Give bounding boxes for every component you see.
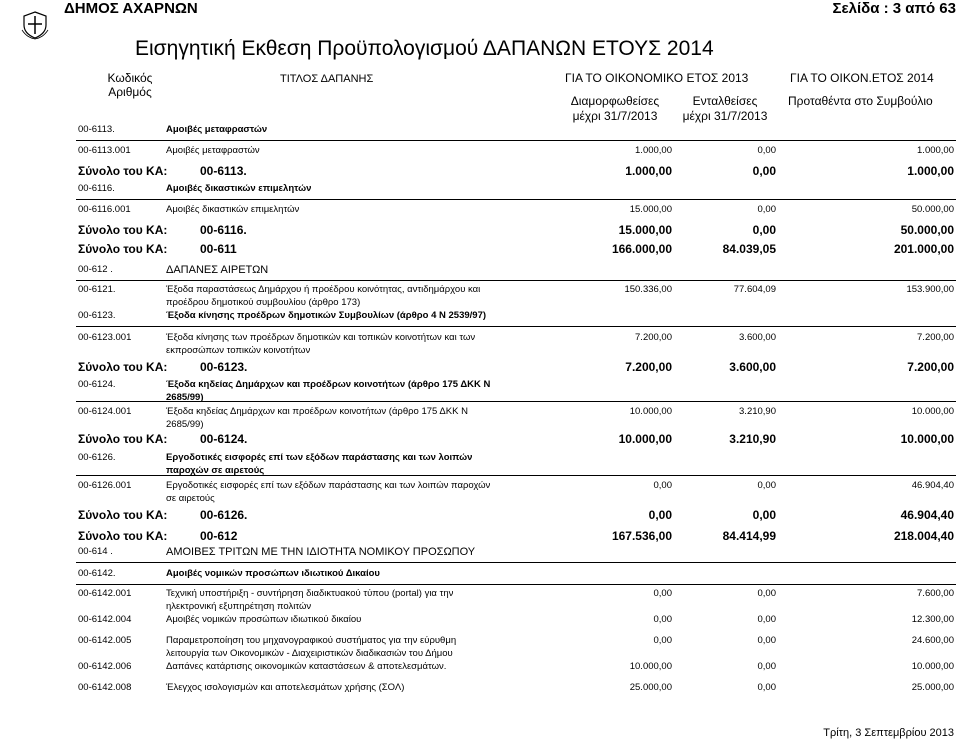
col-code-1: Κωδικός <box>107 71 153 85</box>
ordered-value: 0,00 <box>757 661 776 672</box>
ordered-value: 0,00 <box>757 682 776 693</box>
row-description-line2: 2685/99) <box>166 419 204 430</box>
amended-value: 0,00 <box>653 588 672 599</box>
col-proposed: Προταθέντα στο Συμβούλιο <box>788 94 933 108</box>
separator-line <box>76 401 956 402</box>
subtotal-code: 00-6123. <box>200 360 248 374</box>
row-code: 00-6142.008 <box>78 682 132 693</box>
ordered-value: 0,00 <box>752 223 776 237</box>
separator-line <box>76 584 956 585</box>
subtotal-code: 00-6116. <box>200 223 247 237</box>
row-code: 00-6123. <box>78 310 116 321</box>
row-code: 00-614 . <box>78 546 113 557</box>
row-description-line2: λειτουργία των Οικονομικών - Διαχειριστικών διαδικασιών του Δήμου <box>166 648 453 659</box>
row-code: 00-6126. <box>78 452 116 463</box>
subtotal-code: 00-6126. <box>200 508 248 522</box>
col-code-2: Αριθμός <box>108 85 152 99</box>
row-code: 00-6126.001 <box>78 480 132 491</box>
row-description: Έξοδα παραστάσεως Δημάρχου ή προέδρου κοινότητας, αντιδημάρχου και <box>166 284 481 295</box>
row-description: Δαπάνες κατάρτισης οικονομικών καταστάσεων & αποτελεσμάτων. <box>166 661 447 672</box>
row-code: 00-6124.001 <box>78 406 132 417</box>
row-code: 00-6113.001 <box>78 145 131 156</box>
separator-line <box>76 562 956 563</box>
proposed-value: 218.004,40 <box>893 529 954 543</box>
row-description: ΔΑΠΑΝΕΣ ΑΙΡΕΤΩΝ <box>166 264 269 276</box>
ordered-value: 3.600,00 <box>729 360 776 374</box>
amended-value: 0,00 <box>648 508 672 522</box>
subtotal-label: Σύνολο του ΚΑ: <box>78 432 168 446</box>
subtotal-label: Σύνολο του ΚΑ: <box>78 360 168 374</box>
proposed-value: 1.000,00 <box>907 164 954 178</box>
separator-line <box>76 140 956 141</box>
amended-value: 166.000,00 <box>611 242 672 256</box>
col-amended-2: μέχρι 31/7/2013 <box>572 109 658 123</box>
amended-value: 7.200,00 <box>635 332 672 343</box>
row-code: 00-6116.001 <box>78 204 131 215</box>
amended-value: 0,00 <box>653 480 672 491</box>
row-code: 00-6113. <box>78 124 115 135</box>
row-description: Αμοιβές νομικών προσώπων ιδιωτικού δικαίου <box>166 614 362 625</box>
ordered-value: 0,00 <box>752 164 776 178</box>
row-description: Αμοιβές δικαστικών επιμελητών <box>166 204 300 215</box>
proposed-value: 50.000,00 <box>911 204 954 215</box>
amended-value: 0,00 <box>653 614 672 625</box>
row-description-line2: σε αιρετούς <box>166 493 215 504</box>
row-description-line2: παροχών σε αιρετούς <box>166 465 265 476</box>
row-description: Εργοδοτικές εισφορές επί των εξόδων παράστασης και των λοιπών <box>166 452 473 463</box>
ordered-value: 0,00 <box>757 614 776 625</box>
ordered-value: 0,00 <box>752 508 776 522</box>
amended-value: 25.000,00 <box>629 682 672 693</box>
row-description: Αμοιβές μεταφραστών <box>166 145 260 156</box>
separator-line <box>76 280 956 281</box>
proposed-value: 10.000,00 <box>911 661 954 672</box>
row-description: Αμοιβές μεταφραστών <box>166 124 268 135</box>
proposed-value: 201.000,00 <box>893 242 954 256</box>
ordered-value: 77.604,09 <box>733 284 776 295</box>
row-description: Έλεγχος ισολογισμών και αποτελεσμάτων χρήσης (ΣΟΛ) <box>166 682 405 693</box>
row-code: 00-6116. <box>78 183 115 194</box>
proposed-value: 153.900,00 <box>906 284 954 295</box>
amended-value: 15.000,00 <box>629 204 672 215</box>
subtotal-code: 00-6124. <box>200 432 248 446</box>
report-title: Εισηγητική Εκθεση Προϋπολογισμού ΔΑΠΑΝΩΝ ΕΤΟΥΣ 2014 <box>135 37 714 60</box>
col-amended-1: Διαμορφωθείσες <box>570 94 660 108</box>
amended-value: 10.000,00 <box>629 661 672 672</box>
amended-value: 10.000,00 <box>618 432 672 446</box>
row-description: Έξοδα κίνησης των προέδρων δημοτικών και τοπικών κοινοτήτων και των <box>166 332 476 343</box>
col-ordered-1: Ενταλθείσες <box>692 94 758 108</box>
amended-value: 1.000,00 <box>635 145 672 156</box>
proposed-value: 10.000,00 <box>900 432 954 446</box>
proposed-value: 7.600,00 <box>917 588 954 599</box>
row-description: Έξοδα κίνησης προέδρων δημοτικών Συμβουλίων (άρθρο 4 Ν 2539/97) <box>166 310 487 321</box>
ordered-value: 0,00 <box>757 145 776 156</box>
subtotal-label: Σύνολο του ΚΑ: <box>78 529 168 543</box>
amended-value: 15.000,00 <box>618 223 672 237</box>
row-description-line2: εκπροσώπων τοπικών κοινοτήτων <box>166 345 311 356</box>
ordered-value: 3.210,90 <box>729 432 776 446</box>
row-code: 00-6142.004 <box>78 614 132 625</box>
municipality-name: ΔΗΜΟΣ ΑΧΑΡΝΩΝ <box>64 0 198 17</box>
separator-line <box>76 475 956 476</box>
proposed-value: 24.600,00 <box>911 635 954 646</box>
row-code: 00-612 . <box>78 264 113 275</box>
proposed-value: 7.200,00 <box>907 360 954 374</box>
col-year-2014: ΓΙΑ ΤΟ ΟΙΚΟΝ.ΕΤΟΣ 2014 <box>790 71 934 85</box>
subtotal-label: Σύνολο του ΚΑ: <box>78 164 168 178</box>
row-description: Τεχνική υποστήριξη - συντήρηση διαδικτυακού τύπου (portal) για την <box>166 588 454 599</box>
proposed-value: 25.000,00 <box>911 682 954 693</box>
ordered-value: 0,00 <box>757 588 776 599</box>
subtotal-code: 00-612 <box>200 529 238 543</box>
row-description-line2: προέδρου δημοτικού συμβουλίου (άρθρο 173) <box>166 297 361 308</box>
subtotal-label: Σύνολο του ΚΑ: <box>78 242 168 256</box>
proposed-value: 1.000,00 <box>917 145 954 156</box>
row-description: Παραμετροποίηση του μηχανογραφικού συστήματος για την εύρυθμη <box>166 635 457 646</box>
separator-line <box>76 199 956 200</box>
footer-date: Τρίτη, 3 Σεπτεμβρίου 2013 <box>823 727 954 739</box>
ordered-value: 3.210,90 <box>739 406 776 417</box>
separator-line <box>76 326 956 327</box>
proposed-value: 7.200,00 <box>917 332 954 343</box>
col-year-2013: ΓΙΑ ΤΟ ΟΙΚΟΝΟΜΙΚΟ ΕΤΟΣ 2013 <box>565 71 749 85</box>
subtotal-code: 00-6113. <box>200 164 247 178</box>
row-description: Αμοιβές νομικών προσώπων ιδιωτικού Δικαίου <box>166 568 380 579</box>
proposed-value: 10.000,00 <box>911 406 954 417</box>
proposed-value: 12.300,00 <box>911 614 954 625</box>
page-number: Σελίδα : 3 από 63 <box>832 0 956 17</box>
greek-emblem-icon <box>20 10 50 40</box>
proposed-value: 46.904,40 <box>900 508 954 522</box>
row-code: 00-6124. <box>78 379 116 390</box>
ordered-value: 84.414,99 <box>722 529 776 543</box>
row-code: 00-6142.005 <box>78 635 132 646</box>
col-ordered-2: μέχρι 31/7/2013 <box>682 109 768 123</box>
amended-value: 0,00 <box>653 635 672 646</box>
ordered-value: 0,00 <box>757 204 776 215</box>
amended-value: 1.000,00 <box>625 164 672 178</box>
ordered-value: 0,00 <box>757 480 776 491</box>
amended-value: 150.336,00 <box>624 284 672 295</box>
row-description: Εργοδοτικές εισφορές επί των εξόδων παράστασης και των λοιπών παροχών <box>166 480 491 491</box>
proposed-value: 46.904,40 <box>911 480 954 491</box>
row-code: 00-6123.001 <box>78 332 132 343</box>
subtotal-code: 00-611 <box>200 242 237 256</box>
row-code: 00-6142. <box>78 568 116 579</box>
row-code: 00-6121. <box>78 284 116 295</box>
subtotal-label: Σύνολο του ΚΑ: <box>78 223 168 237</box>
row-description-line2: ηλεκτρονική εξυπηρέτηση πολιτών <box>166 601 312 612</box>
row-code: 00-6142.001 <box>78 588 132 599</box>
row-description: Αμοιβές δικαστικών επιμελητών <box>166 183 312 194</box>
amended-value: 10.000,00 <box>629 406 672 417</box>
ordered-value: 0,00 <box>757 635 776 646</box>
row-description-line2: 2685/99) <box>166 392 204 403</box>
row-description: Έξοδα κηδείας Δημάρχων και προέδρων κοινοτήτων (άρθρο 175 ΔΚΚ Ν <box>166 379 491 390</box>
ordered-value: 3.600,00 <box>739 332 776 343</box>
row-description: ΑΜΟΙΒΕΣ ΤΡΙΤΩΝ ΜΕ ΤΗΝ ΙΔΙΟΤΗΤΑ ΝΟΜΙΚΟΥ ΠΡΟΣΩΠΟΥ <box>166 546 476 558</box>
subtotal-label: Σύνολο του ΚΑ: <box>78 508 168 522</box>
row-code: 00-6142.006 <box>78 661 132 672</box>
col-title: ΤΙΤΛΟΣ ΔΑΠΑΝΗΣ <box>280 73 374 85</box>
row-description: Έξοδα κηδείας Δημάρχων και προέδρων κοινοτήτων (άρθρο 175 ΔΚΚ Ν <box>166 406 468 417</box>
proposed-value: 50.000,00 <box>900 223 954 237</box>
ordered-value: 84.039,05 <box>722 242 776 256</box>
amended-value: 167.536,00 <box>611 529 672 543</box>
amended-value: 7.200,00 <box>625 360 672 374</box>
